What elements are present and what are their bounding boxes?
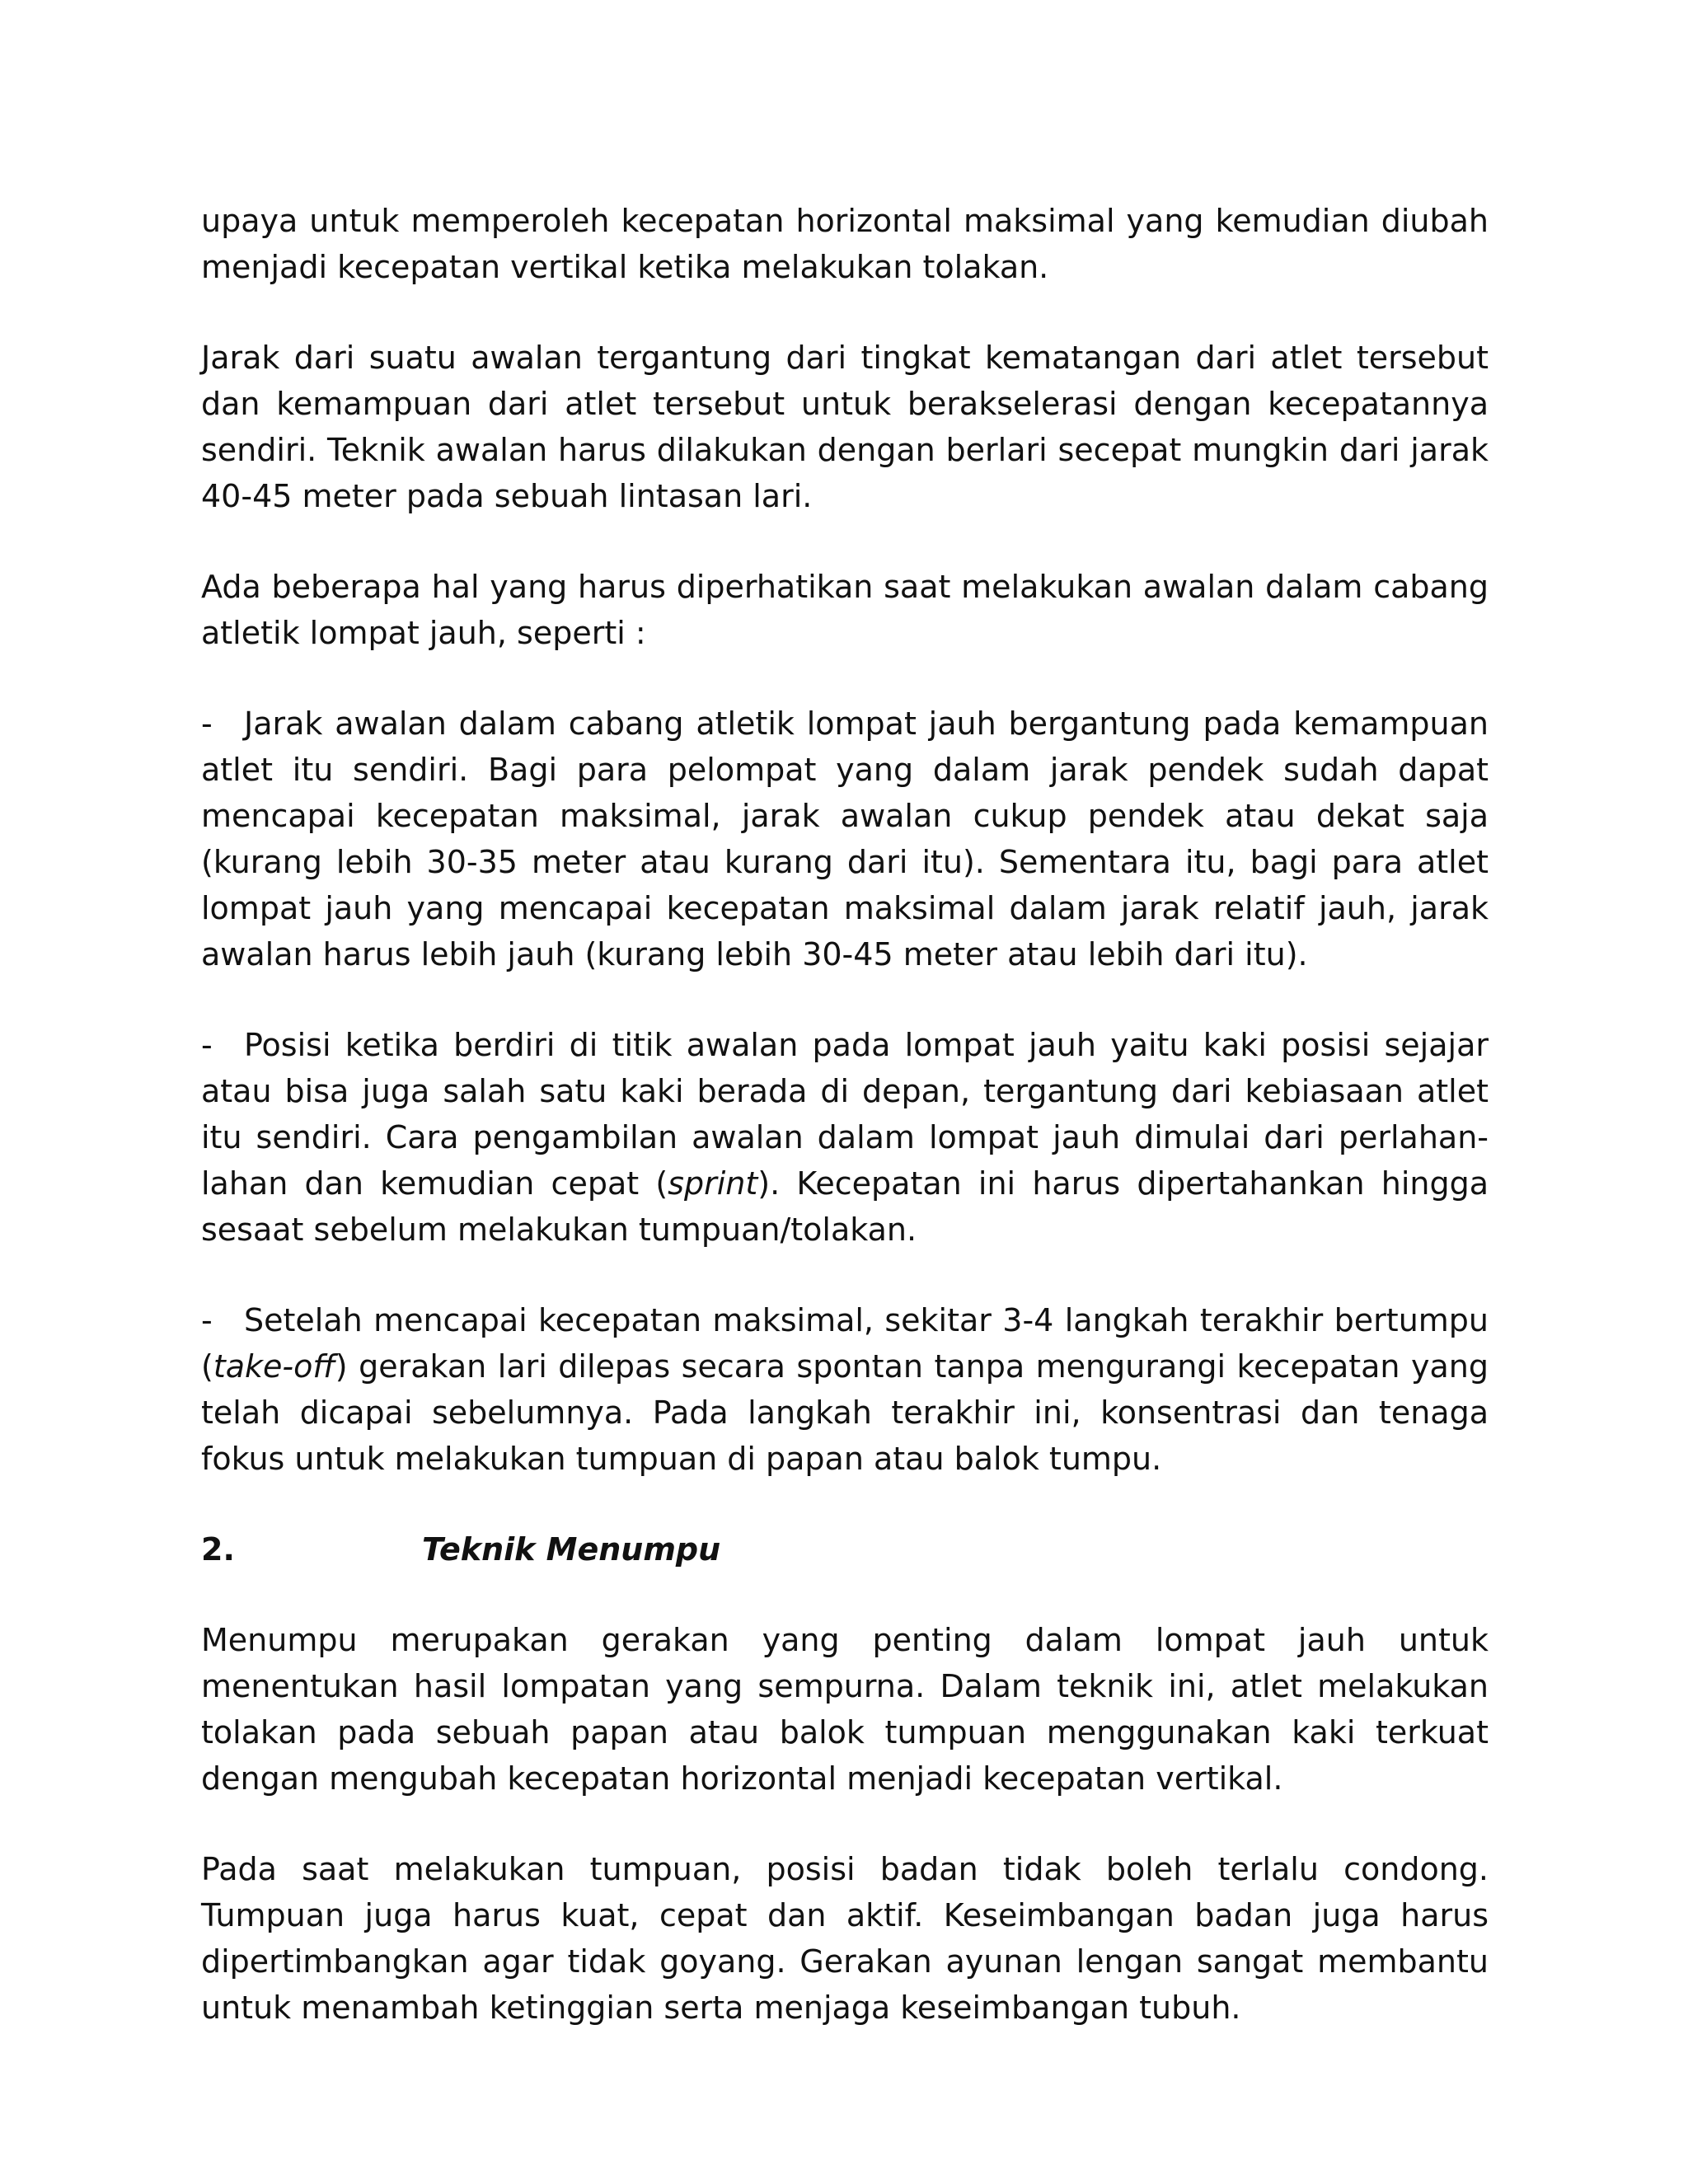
list-item-text-before: Setelah mencapai kecepatan maksimal, sekitar 3-4 langkah terakhir bertumpu ( [201, 1302, 1489, 1385]
list-dash: - [201, 705, 213, 742]
paragraph-saat-tumpuan: Pada saat melakukan tumpuan, posisi badan tidak boleh terlalu condong. Tumpuan juga harus kuat, cepat dan aktif. Keseimbangan badan juga harus dipertimbangkan agar tidak goyang. Gerakan ayunan lengan sangat membantu untuk menambah ketinggian serta menjaga keseimbangan tubuh. [201, 1851, 1489, 2026]
list-item-jarak-awalan [201, 701, 1489, 977]
paragraph-jarak-awalan: Jarak dari suatu awalan tergantung dari tingkat kematangan dari atlet tersebut dan kemampuan dari atlet tersebut untuk berakselerasi dengan kecepatannya sendiri. Teknik awalan harus dilakukan dengan berlari secepat mungkin dari jarak 40-45 meter pada sebuah lintasan lari. [201, 340, 1489, 514]
list-item-text-after: ). Kecepatan ini harus dipertahankan hingga sesaat sebelum melakukan tumpuan/tolakan. [201, 1165, 1489, 1248]
document-body [201, 198, 1489, 2031]
list-item-text: Jarak awalan dalam cabang atletik lompat jauh bergantung pada kemampuan atlet itu sendiri. Bagi para pelompat yang dalam jarak pendek sudah dapat mencapai kecepatan maksimal, jarak awalan cukup pendek atau dekat saja (kurang lebih 30-35 meter atau kurang dari itu). Sementara itu, bagi para atlet lompat jauh yang mencapai kecepatan maksimal dalam jarak relatif jauh, jarak awalan harus lebih jauh (kurang lebih 30-45 meter atau lebih dari itu). [201, 705, 1489, 972]
list-item-text-before: Posisi ketika berdiri di titik awalan pada lompat jauh yaitu kaki posisi sejajar atau bisa juga salah satu kaki berada di depan, tergantung dari kebiasaan atlet itu sendiri. Cara pengambilan awalan dalam lompat jauh dimulai dari perlahan-lahan dan kemudian cepat ( [201, 1027, 1489, 1202]
list-item-italic-term: sprint [668, 1165, 758, 1202]
section-title: Teknik Menumpu [422, 1531, 721, 1568]
section-heading [201, 1526, 1489, 1572]
paragraph-intro-continuation: upaya untuk memperoleh kecepatan horizontal maksimal yang kemudian diubah menjadi kecepatan vertikal ketika melakukan tolakan. [201, 203, 1489, 285]
list-item-italic-term: take-off [213, 1348, 335, 1385]
list-item-posisi-berdiri [201, 1022, 1489, 1253]
list-dash: - [201, 1027, 213, 1063]
paragraph-menumpu: Menumpu merupakan gerakan yang penting dalam lompat jauh untuk menentukan hasil lompatan yang sempurna. Dalam teknik ini, atlet melakukan tolakan pada sebuah papan atau balok tumpuan menggunakan kaki terkuat dengan mengubah kecepatan horizontal menjadi kecepatan vertikal. [201, 1622, 1489, 1797]
list-dash: - [201, 1302, 213, 1338]
section-number: 2. [201, 1531, 235, 1568]
paragraph-hal-diperhatikan: Ada beberapa hal yang harus diperhatikan saat melakukan awalan dalam cabang atletik lompat jauh, seperti : [201, 569, 1489, 651]
list-item-text-after: ) gerakan lari dilepas secara spontan tanpa mengurangi kecepatan yang telah dicapai sebelumnya. Pada langkah terakhir ini, konsentrasi dan tenaga fokus untuk melakukan tumpuan di papan atau balok tumpu. [201, 1348, 1489, 1477]
list-item-langkah-terakhir [201, 1297, 1489, 1482]
